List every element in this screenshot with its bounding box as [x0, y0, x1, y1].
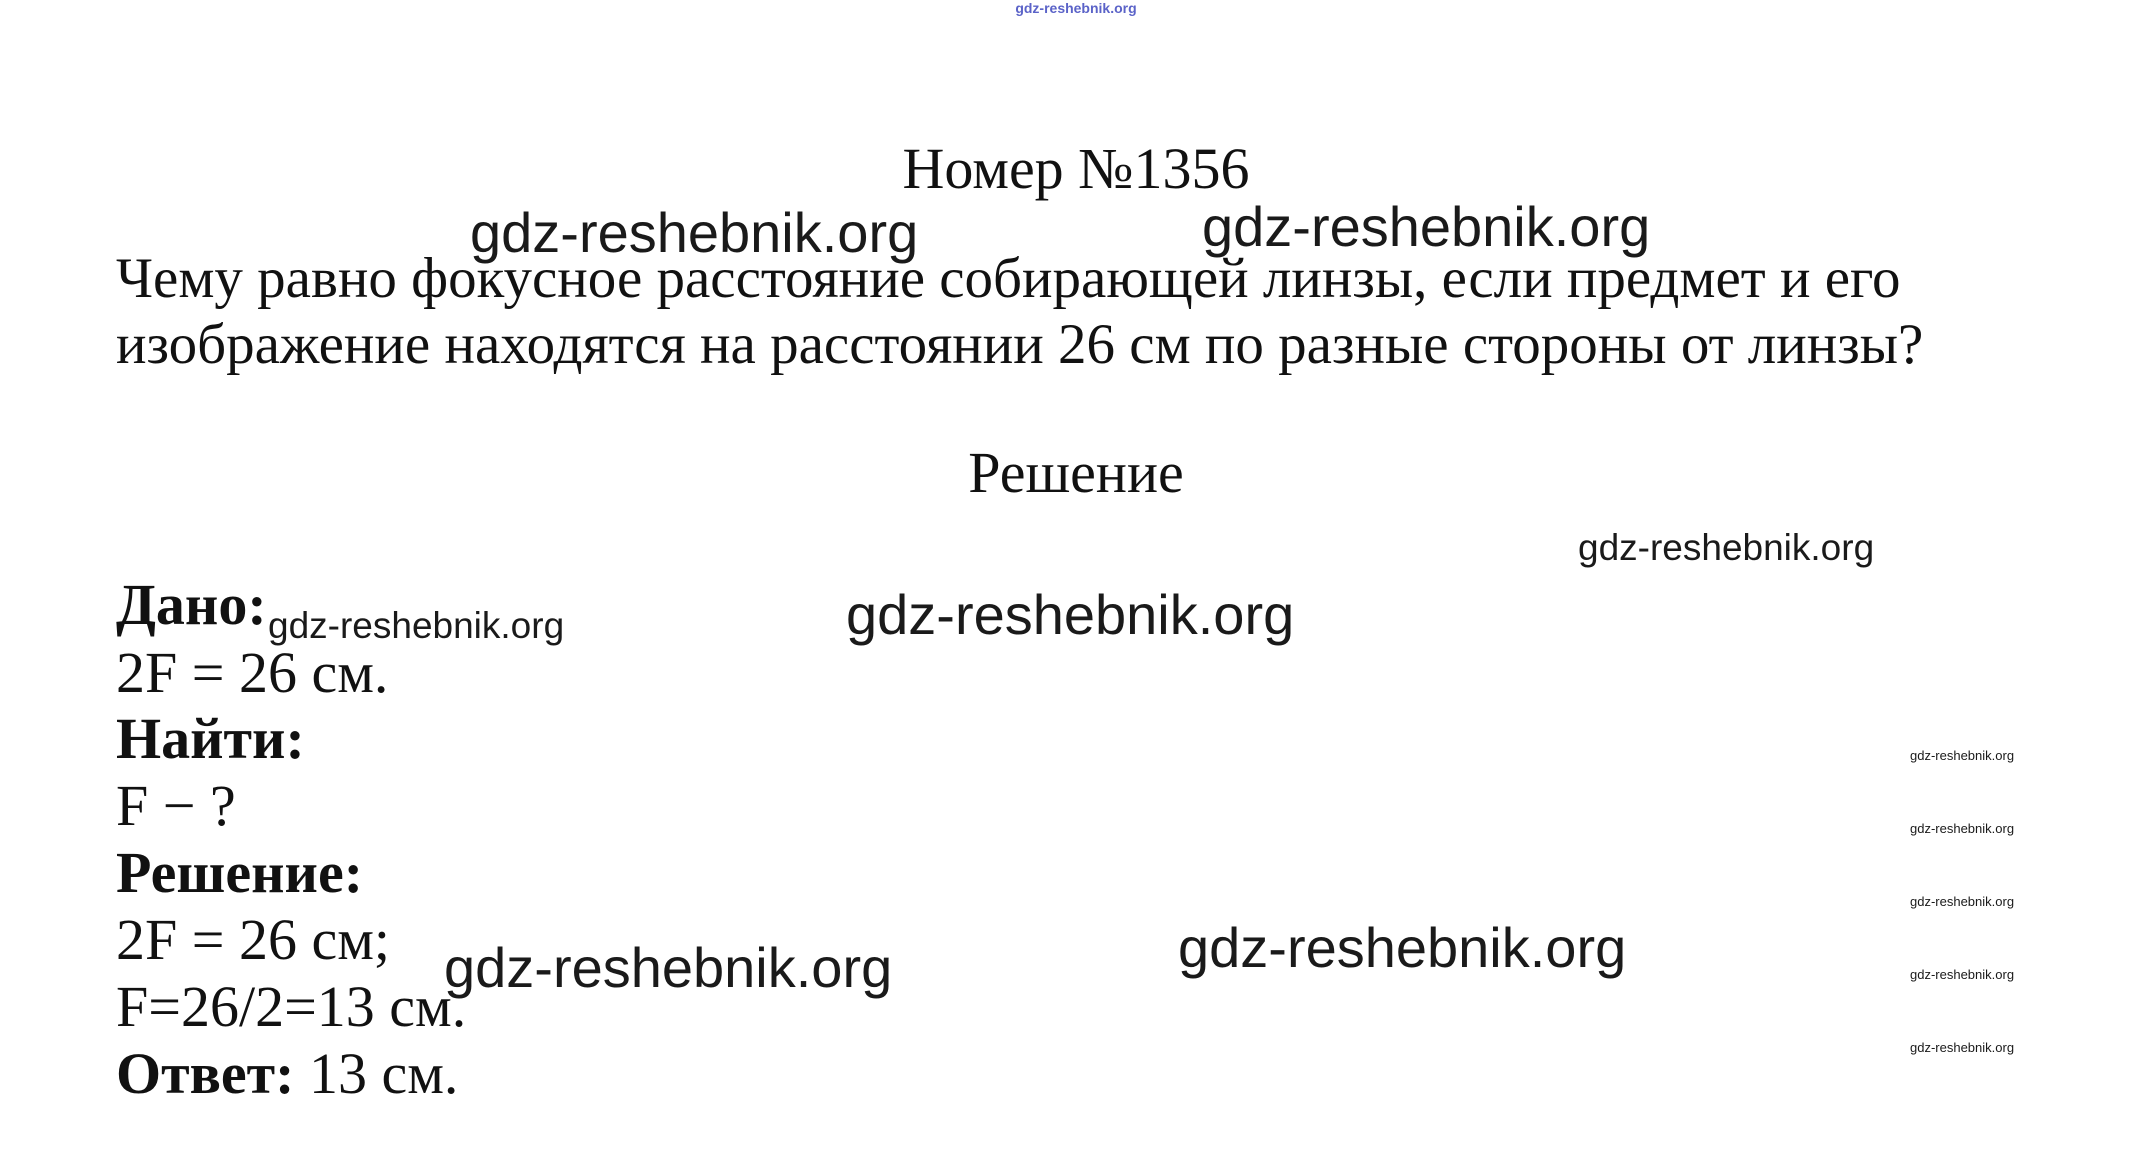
- find-label: Найти:: [116, 706, 305, 771]
- watermark: gdz-reshebnik.org: [444, 936, 893, 999]
- watermark-small: gdz-reshebnik.org: [1910, 1040, 2015, 1055]
- watermark-small: gdz-reshebnik.org: [1910, 748, 2015, 763]
- watermark-small: gdz-reshebnik.org: [1910, 821, 2015, 836]
- watermark-small: gdz-reshebnik.org: [1910, 894, 2015, 909]
- solution-heading: Решение: [968, 440, 1184, 505]
- question-line-2: изображение находятся на расстоянии 26 см по разные стороны от линзы?: [116, 313, 1924, 376]
- solve-line-2: F=26/2=13 см.: [116, 974, 467, 1039]
- problem-question: [116, 246, 1923, 378]
- given-label: Дано:: [116, 572, 267, 637]
- solve-label: Решение:: [116, 840, 364, 905]
- answer-row: [116, 1041, 458, 1107]
- watermark: gdz-reshebnik.org: [1202, 195, 1651, 258]
- watermark: gdz-reshebnik.org: [470, 201, 919, 264]
- problem-title: Номер №1356: [902, 136, 1250, 201]
- watermark: gdz-reshebnik.org: [1178, 916, 1627, 979]
- watermark: gdz-reshebnik.org: [846, 583, 1295, 646]
- watermark: gdz-reshebnik.org: [268, 605, 565, 646]
- solve-line-1: 2F = 26 см;: [116, 907, 391, 972]
- find-value: F − ?: [116, 773, 236, 838]
- site-watermark: gdz-reshebnik.org: [1015, 0, 1137, 16]
- watermark: gdz-reshebnik.org: [1578, 527, 1875, 568]
- answer-label: Ответ:: [116, 1041, 295, 1106]
- question-line-1: Чему равно фокусное расстояние собирающей линзы, если предмет и его: [116, 247, 1901, 310]
- given-value: 2F = 26 см.: [116, 640, 389, 705]
- watermark-small: gdz-reshebnik.org: [1910, 967, 2015, 982]
- answer-value: 13 см.: [294, 1041, 459, 1106]
